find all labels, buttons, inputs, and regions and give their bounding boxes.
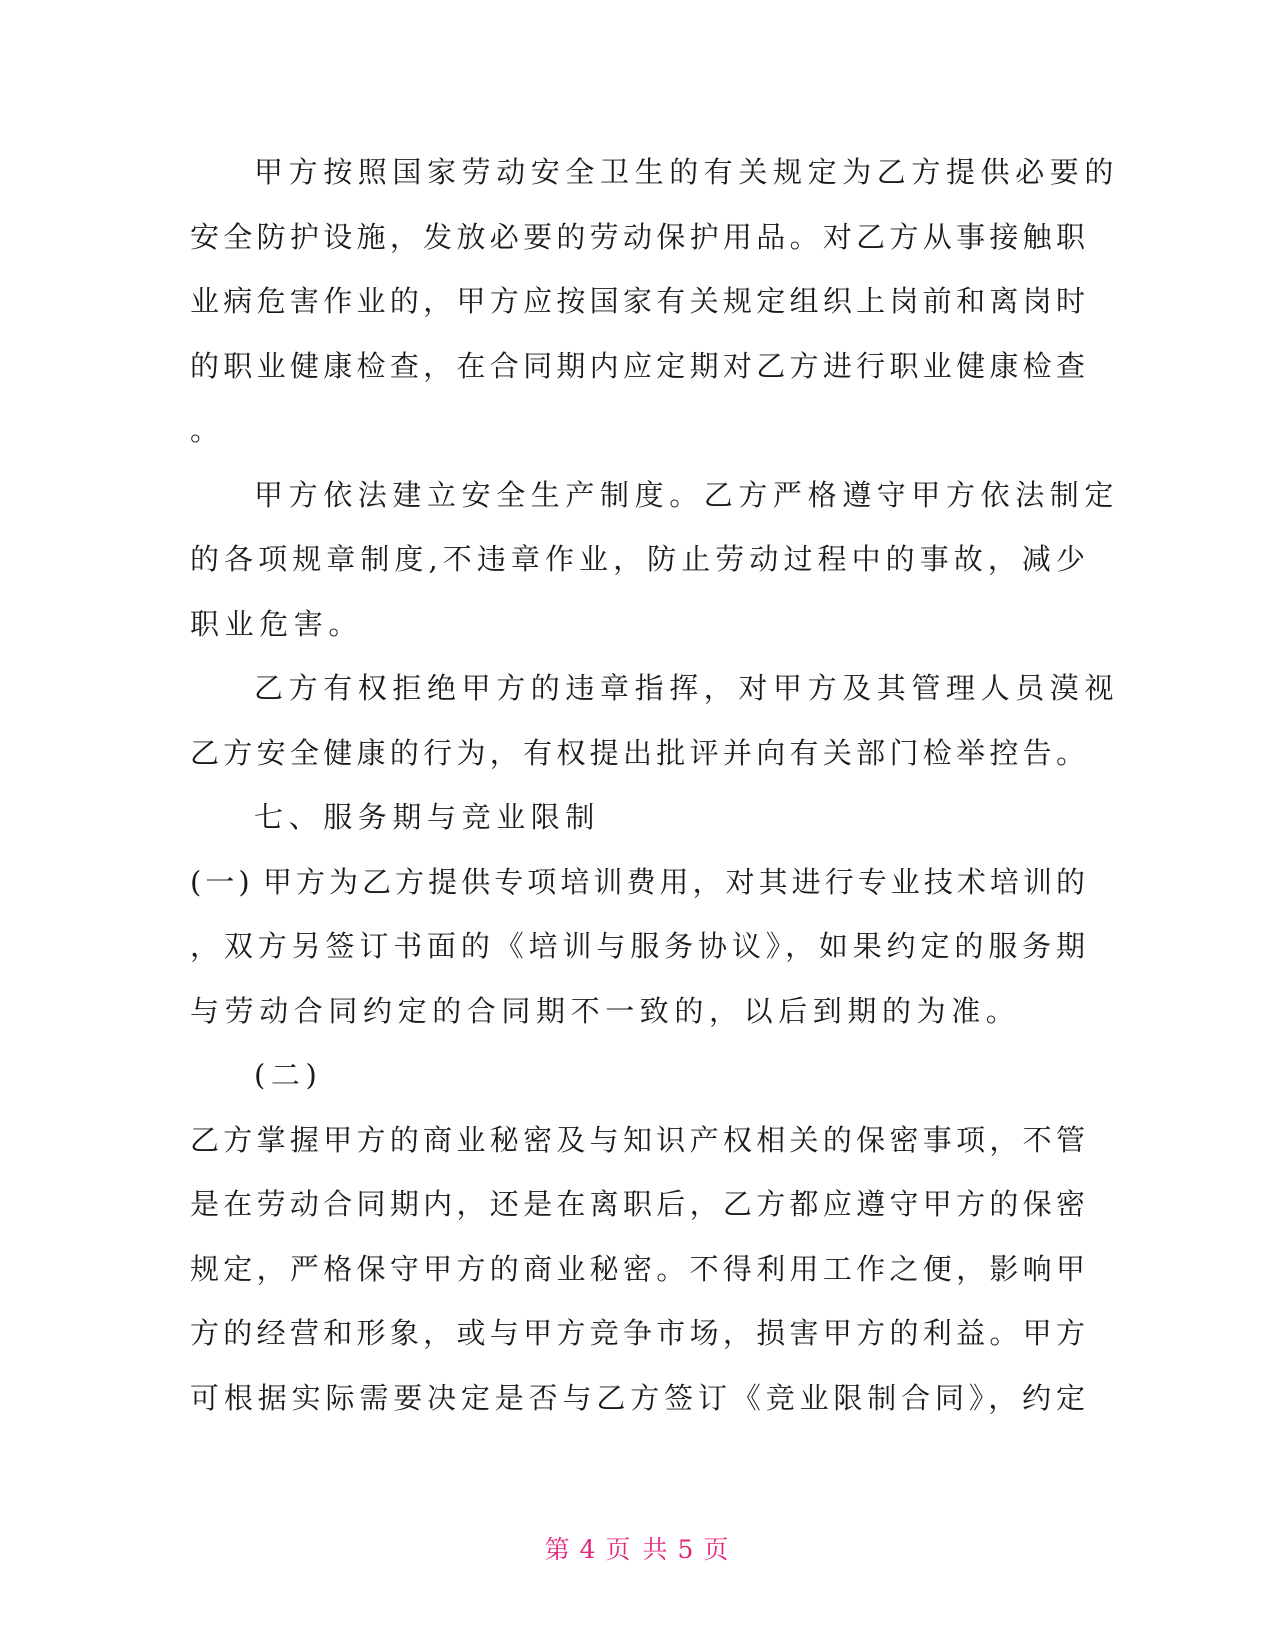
footer-current-page: 4 [579,1535,598,1564]
paragraph-line: 可根据实际需要决定是否与乙方签订《竞业限制合同》，约定 [190,1380,1085,1415]
subsection-label: (二) [254,1058,323,1092]
paragraph-line: 甲方按照国家劳动安全卫生的有关规定为乙方提供必要的 [254,155,1120,189]
footer-total-pages: 5 [677,1535,696,1564]
paragraph-line: 乙方有权拒绝甲方的违章指挥，对甲方及其管理人员漠视 [254,671,1120,705]
paragraph-line: 甲方依法建立安全生产制度。乙方严格遵守甲方依法制定 [254,477,1120,512]
footer-middle: 页 共 [605,1535,670,1564]
paragraph-line: 与劳动合同约定的合同期不一致的，以后到期的为准。 [190,993,1021,1028]
paragraph-line: ，双方另签订书面的《培训与服务协议》，如果约定的服务期 [190,929,1085,963]
paragraph-line: 方的经营和形象，或与甲方竞争市场，损害甲方的利益。甲方 [190,1316,1085,1350]
paragraph-line: 乙方安全健康的行为，有权提出批评并向有关部门检举控告。 [190,735,1085,770]
section-heading: 七、服务期与竞业限制 [254,800,601,834]
paragraph-line: 乙方掌握甲方的商业秘密及与知识产权相关的保密事项，不管 [190,1122,1085,1157]
paragraph-line: 的职业健康检查，在合同期内应定期对乙方进行职业健康检查 [190,348,1085,383]
paragraph-line: 的各项规章制度,不违章作业，防止劳动过程中的事故，减少 [190,542,1085,576]
paragraph-line: (一) 甲方为乙方提供专项培训费用，对其进行专业技术培训的 [190,864,1085,899]
footer-prefix: 第 [544,1535,572,1564]
page-footer [0,1530,1275,1566]
paragraph-line: 安全防护设施，发放必要的劳动保护用品。对乙方从事接触职 [190,219,1085,254]
paragraph-line: 是在劳动合同期内，还是在离职后，乙方都应遵守甲方的保密 [190,1187,1085,1221]
paragraph-line: 。 [190,413,225,447]
body-text [190,140,1120,1430]
paragraph-line: 职业危害。 [190,606,364,641]
paragraph-line: 规定，严格保守甲方的商业秘密。不得利用工作之便，影响甲 [190,1251,1085,1286]
footer-suffix: 页 [703,1535,731,1564]
paragraph-line: 业病危害作业的，甲方应按国家有关规定组织上岗前和离岗时 [190,284,1085,318]
